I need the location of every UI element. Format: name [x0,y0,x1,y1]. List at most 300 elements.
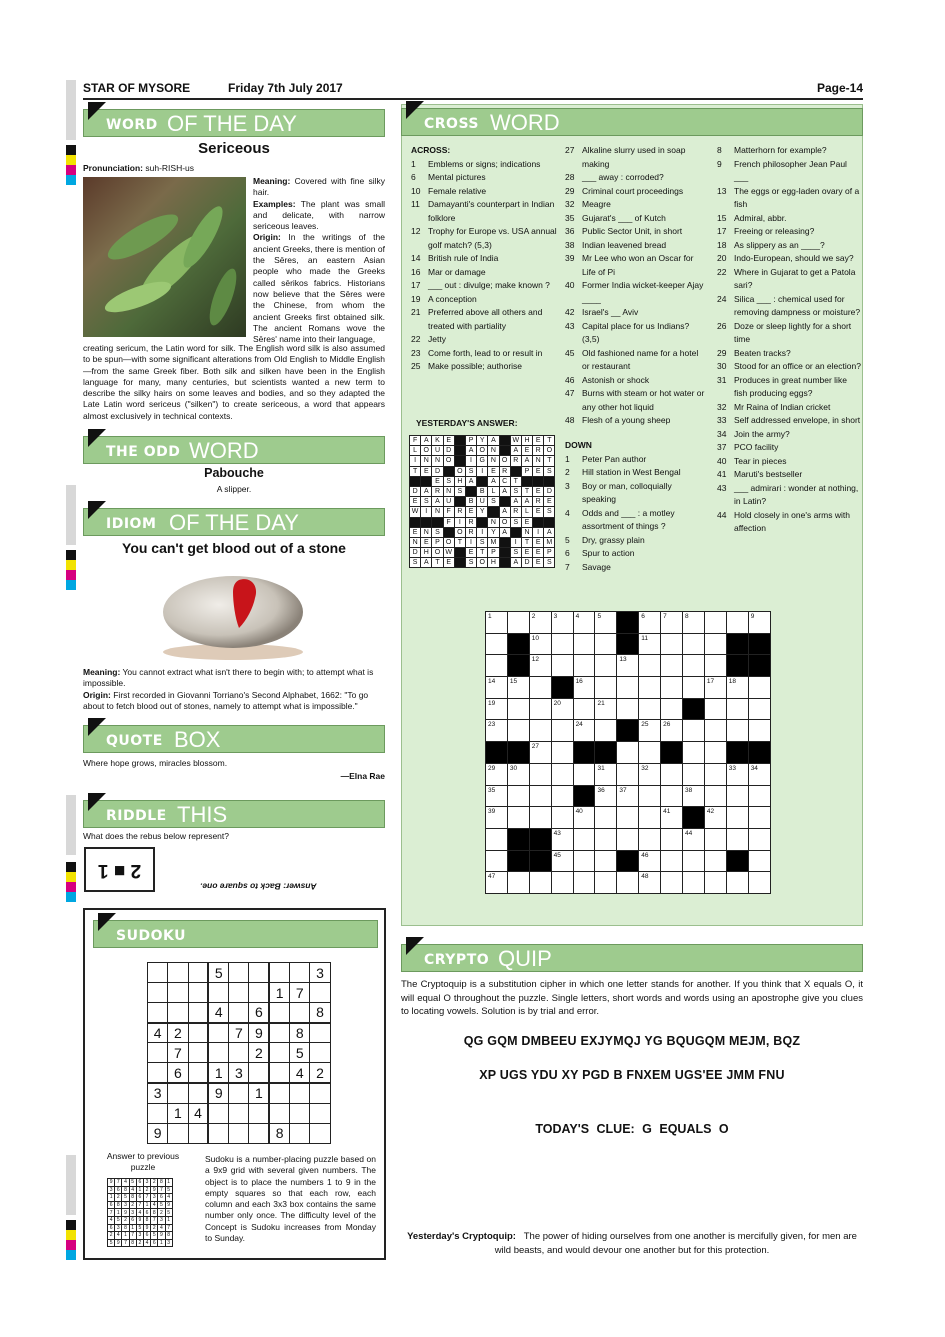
sudoku-cell: 7 [165,1224,172,1232]
answer-cell: I [410,456,421,466]
crossword-cell[interactable] [683,850,705,872]
answer-cell: D [521,558,532,568]
crossword-cell[interactable] [748,828,770,850]
sudoku-cell[interactable] [188,983,208,1003]
crossword-cell[interactable]: 23 [486,720,508,742]
crossword-cell[interactable] [595,828,617,850]
crossword-cell[interactable] [704,763,726,785]
sudoku-cell[interactable]: 8 [310,1003,330,1023]
sudoku-cell[interactable] [249,1123,269,1143]
margin-line [66,795,76,855]
crossword-cell[interactable]: 15 [507,677,529,699]
answer-cell [533,517,544,527]
crossword-cell[interactable] [551,720,573,742]
crossword-cell[interactable] [595,720,617,742]
answer-cell: W [510,436,521,446]
answer-cell: A [510,558,521,568]
crossword-cell[interactable] [726,828,748,850]
sudoku-cell: 7 [108,1209,115,1217]
crossword-cell[interactable] [748,850,770,872]
sudoku-cell[interactable] [188,1063,208,1083]
section-title-2: BOX [174,727,221,752]
crossword-cell[interactable]: 34 [748,763,770,785]
sudoku-cell[interactable]: 1 [269,983,289,1003]
sudoku-cell: 1 [165,1216,172,1224]
crossword-cell[interactable] [617,872,639,894]
crossword-cell[interactable] [507,785,529,807]
crossword-cell[interactable] [639,785,661,807]
rebus-box: 2 ■ 1 [84,847,155,892]
crossword-cell[interactable] [704,850,726,872]
crossword-cell[interactable] [748,677,770,699]
answer-cell: A [499,486,510,496]
sudoku-cell[interactable] [269,1043,289,1063]
odd-word-bar [83,436,385,464]
crossword-cell[interactable]: 17 [704,677,726,699]
sudoku-cell[interactable] [188,1003,208,1023]
clue-item: 13 The eggs or egg-laden ovary of a fish [717,185,860,209]
crossword-cell[interactable] [704,633,726,655]
crossword-cell[interactable]: 12 [529,655,551,677]
sudoku-cell[interactable] [208,983,228,1003]
crossword-cell[interactable]: 4 [573,612,595,634]
crossword-cell[interactable] [639,828,661,850]
crossword-cell[interactable] [704,720,726,742]
crossword-cell[interactable]: 1 [486,612,508,634]
crossword-cell[interactable] [507,807,529,829]
sudoku-cell[interactable]: 4 [148,1023,168,1043]
crossword-cell[interactable] [639,655,661,677]
sudoku-cell[interactable] [229,1083,249,1103]
crossword-cell[interactable] [617,807,639,829]
sudoku-cell[interactable] [290,963,310,983]
sudoku-cell[interactable] [229,1043,249,1063]
section-title: CROSS [424,116,479,132]
answer-cell: R [465,517,476,527]
answer-cell: R [510,456,521,466]
crossword-cell[interactable]: 24 [573,720,595,742]
crossword-cell[interactable] [507,698,529,720]
crossword-cell[interactable] [661,785,683,807]
sudoku-cell: 4 [143,1239,150,1247]
crossword-cell[interactable] [595,655,617,677]
answer-cell [477,517,488,527]
crossword-cell[interactable] [595,807,617,829]
clue-item: 42 Israel's __ Aviv [565,307,639,317]
crossword-cell[interactable] [617,698,639,720]
sudoku-cell[interactable] [208,1023,228,1043]
clue-item: 38 Indian leavened bread [565,239,667,250]
crossword-cell[interactable] [683,742,705,764]
black-square [551,677,573,699]
clue-item: 34 Join the army? [717,428,790,439]
sudoku-cell: 4 [151,1201,158,1209]
crossword-cell[interactable] [704,612,726,634]
sudoku-cell[interactable]: 7 [229,1023,249,1043]
sudoku-cell[interactable] [148,963,168,983]
sudoku-cell: 7 [129,1232,136,1240]
crossword-cell[interactable] [683,655,705,677]
crossword-cell[interactable] [507,612,529,634]
sudoku-cell: 4 [122,1179,129,1187]
crossword-cell[interactable] [507,720,529,742]
sudoku-cell[interactable] [208,1043,228,1063]
crossword-cell[interactable] [748,698,770,720]
crossword-cell[interactable] [551,655,573,677]
sudoku-cell: 2 [143,1186,150,1194]
crossword-cell[interactable] [573,655,595,677]
sudoku-cell[interactable] [269,1103,289,1123]
crossword-cell[interactable] [661,850,683,872]
sudoku-cell[interactable] [249,983,269,1003]
crossword-cell[interactable]: 26 [661,720,683,742]
crossword-cell[interactable] [683,872,705,894]
answer-cell [465,486,476,496]
sudoku-cell[interactable] [208,1123,228,1143]
sudoku-cell[interactable] [148,1103,168,1123]
clue-item: 29 Criminal court proceedings [565,185,684,196]
sudoku-cell[interactable]: 2 [168,1023,188,1043]
sudoku-cell[interactable] [269,1083,289,1103]
crossword-cell[interactable] [639,677,661,699]
clue-item: 32 Meagre [565,199,611,209]
crossword-cell[interactable] [683,633,705,655]
crossword-cell[interactable] [507,872,529,894]
riddle-bar [83,800,385,828]
sudoku-cell[interactable] [229,983,249,1003]
crossword-cell[interactable]: 31 [595,763,617,785]
crossword-cell[interactable]: 40 [573,807,595,829]
page-header [83,78,863,100]
sudoku-cell[interactable] [148,1003,168,1023]
crossword-cell[interactable]: 19 [486,698,508,720]
sudoku-cell[interactable] [290,1103,310,1123]
clue-item: 3 Boy or man, colloquially speaking [565,480,672,504]
sudoku-cell: 3 [122,1201,129,1209]
crossword-cell[interactable] [595,633,617,655]
crossword-cell[interactable] [551,763,573,785]
clue-item: 1 Peter Pan author [565,453,647,464]
sudoku-cell[interactable] [310,983,330,1003]
sudoku-cell[interactable]: 3 [310,963,330,983]
answer-cell: T [510,476,521,486]
sudoku-cell[interactable] [290,1083,310,1103]
crossword-cell[interactable] [573,828,595,850]
crossword-cell[interactable]: 48 [639,872,661,894]
answer-cell: N [488,446,499,456]
crossword-cell[interactable] [704,785,726,807]
sudoku-cell[interactable] [168,1003,188,1023]
crossword-cell[interactable]: 21 [595,698,617,720]
sudoku-cell[interactable] [188,1023,208,1043]
sudoku-cell[interactable] [269,1023,289,1043]
crossword-cell[interactable]: 42 [704,807,726,829]
crossword-cell[interactable] [748,872,770,894]
answer-cell [499,497,510,507]
crossword-cell[interactable] [573,698,595,720]
sudoku-cell[interactable] [249,963,269,983]
crossword-cell[interactable] [726,698,748,720]
crossword-cell[interactable]: 25 [639,720,661,742]
sudoku-cell[interactable]: 1 [168,1103,188,1123]
crossword-cell[interactable] [661,655,683,677]
sudoku-cell[interactable] [269,1063,289,1083]
sudoku-cell[interactable] [229,1003,249,1023]
crossword-cell[interactable]: 3 [551,612,573,634]
crossword-cell[interactable]: 35 [486,785,508,807]
crossword-cell[interactable]: 45 [551,850,573,872]
sudoku-cell[interactable] [290,1123,310,1143]
crossword-cell[interactable] [704,655,726,677]
crossword-cell[interactable] [661,763,683,785]
crossword-cell[interactable] [726,807,748,829]
crossword-cell[interactable] [573,633,595,655]
sudoku-cell: 1 [108,1194,115,1202]
crossword-cell[interactable]: 44 [683,828,705,850]
crossword-cell[interactable] [726,785,748,807]
crossword-cell[interactable]: 32 [639,763,661,785]
sudoku-cell[interactable]: 6 [249,1003,269,1023]
crossword-cell[interactable] [486,655,508,677]
crossword-cell[interactable]: 20 [551,698,573,720]
crossword-cell[interactable] [595,850,617,872]
answer-cell: D [443,446,454,456]
sudoku-cell[interactable]: 2 [249,1043,269,1063]
sudoku-cell[interactable]: 7 [168,1043,188,1063]
sudoku-cell[interactable] [168,1123,188,1143]
crossword-cell[interactable]: 47 [486,872,508,894]
crossword-cell[interactable]: 46 [639,850,661,872]
answer-cell: A [488,436,499,446]
sudoku-cell[interactable]: 8 [290,1023,310,1043]
crossword-cell[interactable] [529,807,551,829]
crossword-cell[interactable] [486,828,508,850]
crossword-cell[interactable] [529,785,551,807]
crossword-cell[interactable] [661,633,683,655]
crossword-cell[interactable] [683,763,705,785]
sudoku-cell[interactable]: 4 [208,1003,228,1023]
crossword-cell[interactable]: 39 [486,807,508,829]
crossword-cell[interactable]: 27 [529,742,551,764]
crossword-cell[interactable] [726,720,748,742]
crossword-cell[interactable] [486,850,508,872]
sudoku-cell[interactable] [310,1103,330,1123]
crossword-cell[interactable] [551,785,573,807]
answer-cell: A [432,497,443,507]
answer-cell: S [544,558,555,568]
crossword-cell[interactable] [661,698,683,720]
sudoku-cell[interactable]: 2 [310,1063,330,1083]
answer-cell: N [488,456,499,466]
crossword-cell[interactable]: 14 [486,677,508,699]
crossword-cell[interactable] [704,698,726,720]
crossword-cell[interactable]: 36 [595,785,617,807]
clue-item: 31 Produces in great number like fish producing eggs? [717,374,847,398]
crossword-cell[interactable] [748,807,770,829]
sudoku-cell[interactable] [148,983,168,1003]
sudoku-cell[interactable]: 9 [148,1123,168,1143]
sudoku-cell: 1 [122,1232,129,1240]
sudoku-cell: 9 [108,1179,115,1187]
crossword-cell[interactable] [617,828,639,850]
answer-cell: E [521,548,532,558]
crossword-cell[interactable]: 29 [486,763,508,785]
sudoku-cell[interactable] [168,1083,188,1103]
answer-cell: P [465,436,476,446]
sudoku-cell: 4 [115,1232,122,1240]
crossword-cell[interactable] [573,763,595,785]
sudoku-cell[interactable] [310,1043,330,1063]
stone-image [155,562,310,662]
sudoku-cell[interactable]: 8 [269,1123,289,1143]
sudoku-cell[interactable] [208,1103,228,1123]
crossword-cell[interactable] [726,612,748,634]
sudoku-cell[interactable]: 3 [148,1083,168,1103]
sudoku-cell: 9 [151,1186,158,1194]
crossword-cell[interactable]: 10 [529,633,551,655]
crossword-cell[interactable]: 37 [617,785,639,807]
sudoku-cell[interactable] [310,1123,330,1143]
crossword-cell[interactable] [551,872,573,894]
crossword-cell[interactable] [617,763,639,785]
crossword-cell[interactable] [551,742,573,764]
crossword-cell[interactable] [661,677,683,699]
crossword-cell[interactable] [551,633,573,655]
sudoku-cell[interactable]: 5 [290,1043,310,1063]
sudoku-previous-answer [107,1178,173,1247]
sudoku-cell[interactable] [269,963,289,983]
word-of-day-definition: Meaning: Covered with fine silky hair. Examples: The plant was small and delicate, with narrow sericeous leaves. Origin: In the writings of the ancient Greeks, there is mention of the Sēres, an eastern Asian people who made the Greeks called sērikos fabrics. Historians now believe that the Sēres were the Chinese, from whom the ancient Greeks first obtained silk. The ancient Romans wove the Sēres' name into their language, [253,176,385,345]
sudoku-cell: 7 [158,1186,165,1194]
crossword-cell[interactable] [704,828,726,850]
crossword-cell[interactable]: 5 [595,612,617,634]
black-square [507,655,529,677]
sudoku-cell: 3 [143,1179,150,1187]
crossword-cell[interactable]: 16 [573,677,595,699]
sudoku-cell[interactable] [148,1063,168,1083]
crossword-cell[interactable]: 7 [661,612,683,634]
crossword-cell[interactable] [551,807,573,829]
black-square [726,655,748,677]
answer-cell: N [488,517,499,527]
crossword-cell[interactable] [595,872,617,894]
answer-cell [454,497,465,507]
crossword-cell[interactable] [529,698,551,720]
answer-cell: W [410,507,421,517]
sudoku-cell[interactable] [290,1003,310,1023]
crossword-cell[interactable]: 30 [507,763,529,785]
sudoku-cell[interactable] [310,1083,330,1103]
clue-item: 19 A conception [411,293,477,304]
crossword-cell[interactable]: 41 [661,807,683,829]
sudoku-cell[interactable]: 7 [290,983,310,1003]
crossword-cell[interactable] [639,742,661,764]
sudoku-cell[interactable]: 3 [229,1063,249,1083]
sudoku-cell[interactable]: 9 [208,1083,228,1103]
crossword-cell[interactable] [639,807,661,829]
sudoku-cell[interactable]: 1 [208,1063,228,1083]
crossword-cell[interactable] [486,633,508,655]
sudoku-cell[interactable] [188,1083,208,1103]
sudoku-cell[interactable]: 4 [290,1063,310,1083]
answer-cell [432,517,443,527]
crossword-cell[interactable]: 43 [551,828,573,850]
crossword-cell[interactable] [704,872,726,894]
crossword-cell[interactable]: 9 [748,612,770,634]
sudoku-cell[interactable] [310,1023,330,1043]
crossword-cell[interactable] [617,742,639,764]
sudoku-cell[interactable] [269,1003,289,1023]
sudoku-cell[interactable]: 5 [208,963,228,983]
sudoku-cell: 9 [136,1216,143,1224]
crossword-cell[interactable] [683,677,705,699]
sudoku-cell: 5 [151,1232,158,1240]
crossword-cell[interactable] [661,828,683,850]
crossword-cell[interactable]: 2 [529,612,551,634]
crossword-cell[interactable] [726,872,748,894]
sudoku-cell[interactable] [168,983,188,1003]
crossword-cell[interactable] [748,785,770,807]
crossword-cell[interactable] [529,872,551,894]
crossword-cell[interactable] [573,872,595,894]
sudoku-cell[interactable] [148,1043,168,1063]
sudoku-cell[interactable]: 1 [249,1083,269,1103]
black-square [661,742,683,764]
crossword-cell[interactable] [683,720,705,742]
crossword-cell[interactable] [748,720,770,742]
crossword-cell[interactable] [529,677,551,699]
crossword-cell[interactable]: 18 [726,677,748,699]
crossword-cell[interactable]: 33 [726,763,748,785]
sudoku-cell[interactable] [188,1123,208,1143]
crossword-cell[interactable] [573,850,595,872]
crossword-cell[interactable]: 38 [683,785,705,807]
sudoku-cell[interactable]: 4 [188,1103,208,1123]
sudoku-cell[interactable]: 9 [249,1023,269,1043]
sudoku-cell[interactable] [229,1103,249,1123]
sudoku-cell[interactable] [188,963,208,983]
answer-cell [499,436,510,446]
crossword-panel [401,104,863,926]
idiom-explanation: Meaning: You cannot extract what isn't there to begin with; to attempt what is impossible. Origin: First recorded in Giovanni Torriano's Second Alphabet, 1662: "To go about to fetch blood out of stones, namely to attempt what is impossible." [83,667,374,711]
sudoku-cell[interactable] [229,963,249,983]
crossword-cell[interactable]: 8 [683,612,705,634]
sudoku-cell[interactable] [168,963,188,983]
crossword-cell[interactable] [595,677,617,699]
crossword-cell[interactable]: 13 [617,655,639,677]
sudoku-cell[interactable]: 6 [168,1063,188,1083]
crossword-grid[interactable] [485,611,771,894]
down-clues-b [717,144,862,536]
crossword-cell[interactable]: 6 [639,612,661,634]
sudoku-cell: 1 [143,1201,150,1209]
crossword-cell[interactable] [529,720,551,742]
crossword-cell[interactable]: 11 [639,633,661,655]
sudoku-cell[interactable] [188,1043,208,1063]
sudoku-cell[interactable] [249,1063,269,1083]
sudoku-cell[interactable] [229,1123,249,1143]
crossword-cell[interactable] [704,742,726,764]
sudoku-cell[interactable] [249,1103,269,1123]
crossword-cell[interactable] [529,763,551,785]
section-title-2: WORD [490,110,560,135]
crossword-cell[interactable] [617,677,639,699]
black-square [617,850,639,872]
answer-cell: I [533,527,544,537]
answer-cell: A [465,476,476,486]
crossword-cell[interactable] [661,872,683,894]
crossword-cell[interactable] [639,698,661,720]
